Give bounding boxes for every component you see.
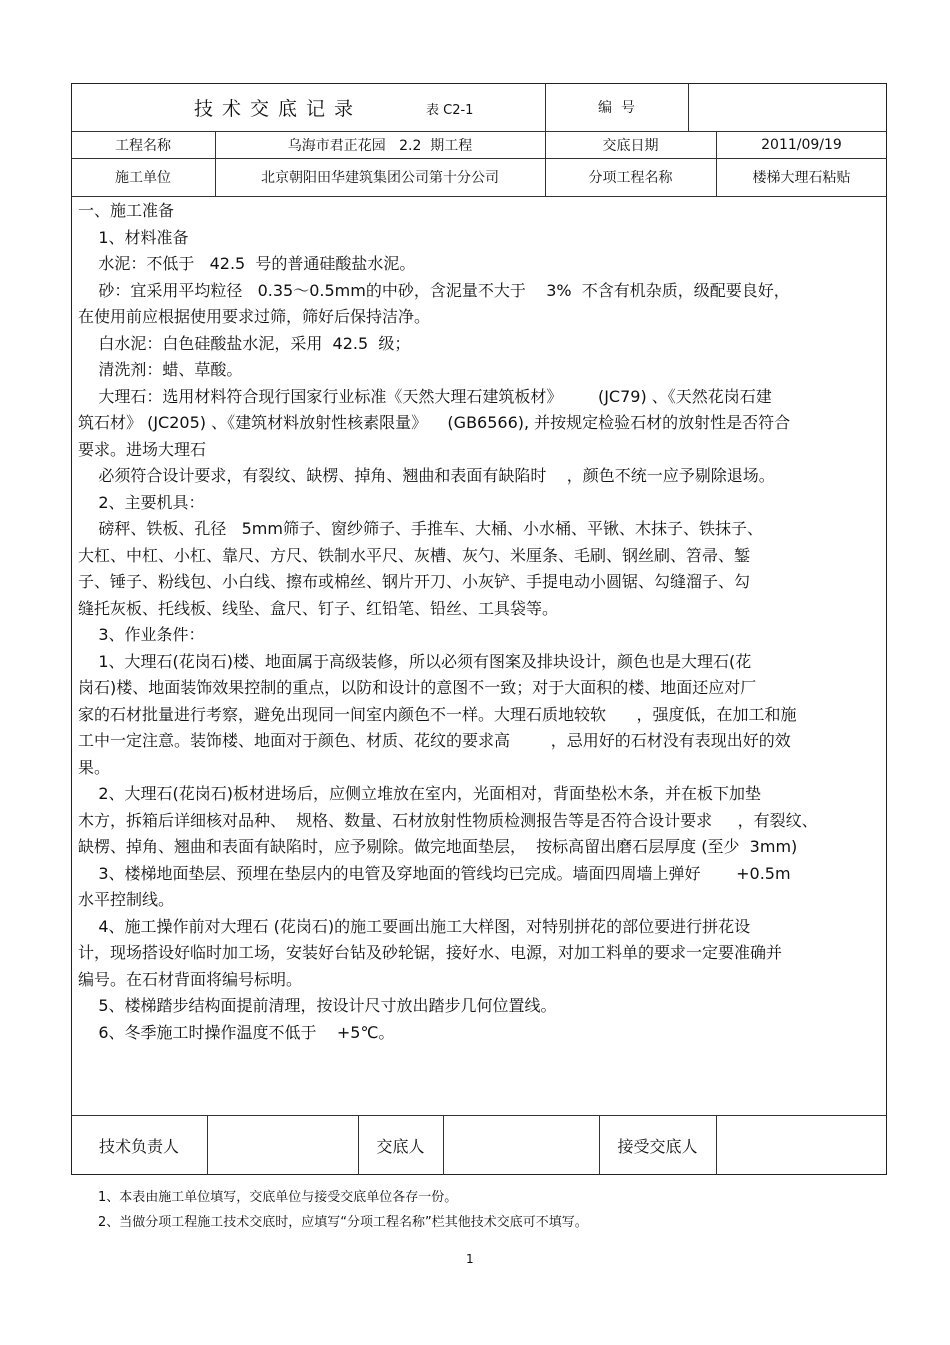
date-value: 2011/09/19 <box>761 136 842 153</box>
rule-info-bottom <box>71 196 887 197</box>
content-line: 白水泥：白色硅酸盐水泥，采用 42.5 级； <box>78 333 411 353</box>
content-line: 必须符合设计要求，有裂纹、缺楞、掉角、翘曲和表面有缺陷时 ，颜色不统一应予剔除退场。 <box>78 466 775 485</box>
content-line: 2、大理石(花岗石)板材进场后，应侧立堆放在室内，光面相对，背面垫松木条，并在板下加垫 <box>78 784 762 803</box>
date-label: 交底日期 <box>602 137 659 154</box>
receiver-value[interactable] <box>716 1115 887 1175</box>
content-line: 3、楼梯地面垫层、预埋在垫层内的电管及穿地面的管线均已完成。墙面四周墙上弹好 +0.5m <box>78 863 791 883</box>
receiver-label: 接受交底人 <box>617 1136 698 1156</box>
content-line: 大理石：选用材料符合现行国家行业标准《天然大理石建筑板材》 (JC79) 、《天然花岗石建 <box>78 386 772 406</box>
subproject-label: 分项工程名称 <box>588 170 673 186</box>
content-line: 水平控制线。 <box>78 890 175 909</box>
tech-lead-value[interactable] <box>207 1115 358 1175</box>
content-line: 3、作业条件： <box>78 625 205 644</box>
unit-label: 施工单位 <box>115 170 171 186</box>
content-line: 4、施工操作前对大理石 (花岗石)的施工要画出施工大样图，对特别拼花的部位要进行拼花设 <box>78 916 751 936</box>
content-line: 1、大理石(花岗石)楼、地面属于高级装修，所以必须有图案及排块设计，颜色也是大理石(花 <box>78 651 752 671</box>
number-value <box>688 83 887 131</box>
content-line: 工中一定注意。装饰楼、地面对于颜色、材质、花纹的要求高 ，忌用好的石材没有表现出好的效 <box>78 731 791 750</box>
content-line: 要求。进场大理石 <box>78 439 207 459</box>
project-value: 乌海市君正花园 2.2 期工程 <box>287 137 473 154</box>
content-line: 6、冬季施工时操作温度不低于 +5℃。 <box>78 1022 395 1042</box>
disclosure-content <box>78 198 882 1046</box>
content-line: 岗石)楼、地面装饰效果控制的重点，以防和设计的意图不一致；对于大面积的楼、地面还应对厂 <box>78 678 757 697</box>
form-title-cell <box>71 83 545 131</box>
content-line: 筑石材》 (JC205) 、《建筑材料放射性核素限量》 (GB6566), 并按规定检验石材的放射性是否符合 <box>78 413 791 432</box>
content-line: 2、主要机具： <box>78 492 205 512</box>
content-line: 缺楞、掉角、翘曲和表面有缺陷时，应予剔除。做完地面垫层， 按标高留出磨石层厚度 (至少 3mm) <box>78 837 798 856</box>
content-line: 果。 <box>78 757 111 777</box>
footnote-1: 1、本表由施工单位填写，交底单位与接受交底单位各存一份。 <box>98 1190 458 1205</box>
content-line: 1、材料准备 <box>78 227 189 247</box>
content-line: 砂：宜采用平均粒径 0.35～0.5mm的中砂，含泥量不大于 3% 不含有机杂质，级配要良好， <box>78 280 790 300</box>
number-label: 编 号 <box>598 100 635 116</box>
content-line: 编号。在石材背面将编号标明。 <box>78 969 303 989</box>
content-line: 水泥：不低于 42.5 号的普通硅酸盐水泥。 <box>78 254 416 273</box>
presenter-value[interactable] <box>443 1115 599 1175</box>
content-line: 清洗剂：蜡、草酸。 <box>78 360 243 379</box>
content-line: 子、锤子、粉线包、小白线、擦布或棉丝、钢片开刀、小灰铲、手提电动小圆锯、勾缝溜子、勾 <box>78 572 751 591</box>
presenter-label: 交底人 <box>376 1136 425 1156</box>
content-line: 计，现场搭设好临时加工场，安装好台钻及砂轮锯，接好水、电源，对加工料单的要求一定要准确并 <box>78 943 783 962</box>
page-number: 1 <box>466 1252 474 1266</box>
content-line: 5、楼梯踏步结构面提前清理，按设计尺寸放出踏步几何位置线。 <box>78 996 557 1015</box>
unit-value: 北京朝阳田华建筑集团公司第十分公司 <box>261 170 499 186</box>
content-line: 家的石材批量进行考察，避免出现同一间室内颜色不一样。大理石质地较软 ，强度低，在加工和施 <box>78 704 797 724</box>
content-line: 缝托灰板、托线板、线坠、盒尺、钉子、红铅笔、铅丝、工具袋等。 <box>78 598 559 618</box>
content-line: 磅秤、铁板、孔径 5mm筛子、窗纱筛子、手推车、大桶、小水桶、平锹、木抹子、铁抹子、 <box>78 519 763 538</box>
content-line: 一、施工准备 <box>78 201 175 220</box>
project-label: 工程名称 <box>115 137 171 154</box>
subproject-value: 楼梯大理石粘贴 <box>752 170 851 186</box>
tech-lead-label: 技术负责人 <box>98 1136 179 1156</box>
content-line: 大杠、中杠、小杠、靠尺、方尺、铁制水平尺、灰槽、灰勺、米厘条、毛刷、钢丝刷、笤帚、錾 <box>78 545 751 565</box>
content-line: 木方，拆箱后详细核对品种、 规格、数量、石材放射性物质检测报告等是否符合设计要求 ，有裂纹、 <box>78 810 818 830</box>
form-title: 技术交底记录 <box>193 97 362 120</box>
form-code: 表 C2-1 <box>426 103 474 118</box>
content-line: 在使用前应根据使用要求过筛，筛好后保持洁净。 <box>78 307 431 326</box>
footnote-2: 2、当做分项工程施工技术交底时，应填写“分项工程名称”栏其他技术交底可不填写。 <box>98 1215 588 1230</box>
